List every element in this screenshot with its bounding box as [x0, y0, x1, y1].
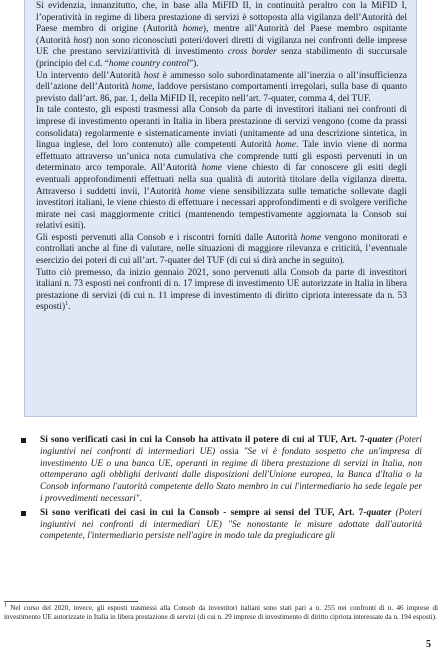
- footnote-reference[interactable]: 1: [65, 301, 69, 308]
- page-number: 5: [426, 639, 431, 650]
- highlighted-box-text: [36, 1, 407, 314]
- square-bullet-icon: [21, 511, 26, 516]
- paragraph-host-intervention: Un intervento dell’Autorità host è ammesso solo subordinatamente all’inerzia o all’insufficienza dell’azione dell’Autorità home, laddove persistano comportamenti irregolari, sulla base di quanto previsto dall’art. 86, par. 1, della MiFID II, recepito nell’art. 7-quater, comma 4, del TUF.: [36, 70, 407, 104]
- paragraph-complaints-forwarding: In tale contesto, gli esposti trasmessi alla Consob da parte di investitori italiani nei confronti di imprese di investimento operanti in Italia in libera prestazione di servizi vengono (come da prassi consolidata) regolarmente e sistematicamente inviati (unitamente ad una descrizione sintetica, in lingua inglese, del loro contenuto) alle competenti Autorità home. Tale invio viene di norma effettuato attraverso un’unica nota cumulativa che comprende tutti gli esposti pervenuti in un determinato arco temporale. All’Autorità home viene chiesto di far conoscere gli esiti degli eventuali approfondimenti effettuati nella sua qualità di autorità titolare della vigilanza diretta. Attraverso i suddetti invii, l’Autorità home viene sensibilizzata sulle tematiche sollevate dagli investitori italiani, le viene chiesto di effettuare i necessari approfondimenti e di svolgere verifiche mirate nei casi maggiormente critici (mantenendo tempestivamente aggiornata la Consob sui relativi esiti).: [36, 105, 408, 232]
- paragraph-mifid-home-control: Si evidenzia, innanzitutto, che, in base alla MiFID II, in continuità peraltro con la MiFID I, l’operatività in regime di libera prestazione di servizi è sottoposta alla vigilanza dell’Autorità del Paese membro di origine (Autorità home), mentre all’Autorità del Paese membro ospitante (Autorità host) non sono riconosciuti poteri/doveri diretti di vigilanza nei confronti delle imprese UE che prestano servizi/attività di investimento cross border senza stabilimento di succursale (principio del c.d. “home country control”).: [36, 1, 408, 69]
- square-bullet-icon: [21, 438, 26, 443]
- bullet-list: [18, 435, 422, 545]
- footnote: [4, 604, 438, 622]
- footnote-number: 1: [4, 602, 7, 609]
- paragraph-monitoring: Gli esposti pervenuti alla Consob e i riscontri forniti dalle Autorità home vengono monitorati e controllati anche al fine di valutare, nelle situazioni di maggiore rilevanza e criticità, l’eventuale esercizio dei poteri di cui all’art. 7-quater del TUF (di cui si dirà anche in seguito).: [36, 232, 408, 267]
- footnote-separator: [4, 601, 138, 602]
- bullet-item-art7quater-power: Si sono verificati casi in cui la Consob ha attivato il potere di cui al TUF, Art. 7-quater (Poteri ingiuntivi nei confronti di intermediari UE) ossia "Se vi è fondato sospetto che un'impresa di investimento UE o una banca UE, operanti in regime di libera prestazione di servizi in Italia, non ottemperano agli obblighi derivanti dalle disposizioni dell'Unione europea, la Banca d'Italia o la Consob informano l'autorità competente dello Stato membro in cui l'intermediario ha sede legale per i provvedimenti necessari".: [18, 435, 422, 506]
- paragraph-statistics-2021: Tutto ciò premesso, da inizio gennaio 2021, sono pervenuti alla Consob da parte di investitori italiani n. 73 esposti nei confronti di n. 17 imprese di investimento UE autorizzate in Italia in libera prestazione di servizi (di cui n. 11 imprese di investimento di diritto cipriota interessate da n. 53 esposti)$^1$.: [36, 267, 407, 313]
- footnote-text: Nel corso del 2020, invece, gli esposti trasmessi alla Consob da investitori italiani sono stati pari a n. 255 nei confronti di n. 46 imprese di investimento UE autorizzate in Italia in libera prestazione di servizi (di cui n. 29 imprese di investimento di diritto cipriota interessate da n. 194 esposti).: [4, 604, 438, 622]
- bullet-item-art7quater-persistence: Si sono verificati dei casi in cui la Consob - sempre ai sensi del TUF, Art. 7-quater (Poteri ingiuntivi nei confronti di intermediari UE) "Se nonostante le misure adottate dall'autorità competente, l'intermediario persiste nell'agire in modo tale da pregiudicare gli: [18, 508, 422, 543]
